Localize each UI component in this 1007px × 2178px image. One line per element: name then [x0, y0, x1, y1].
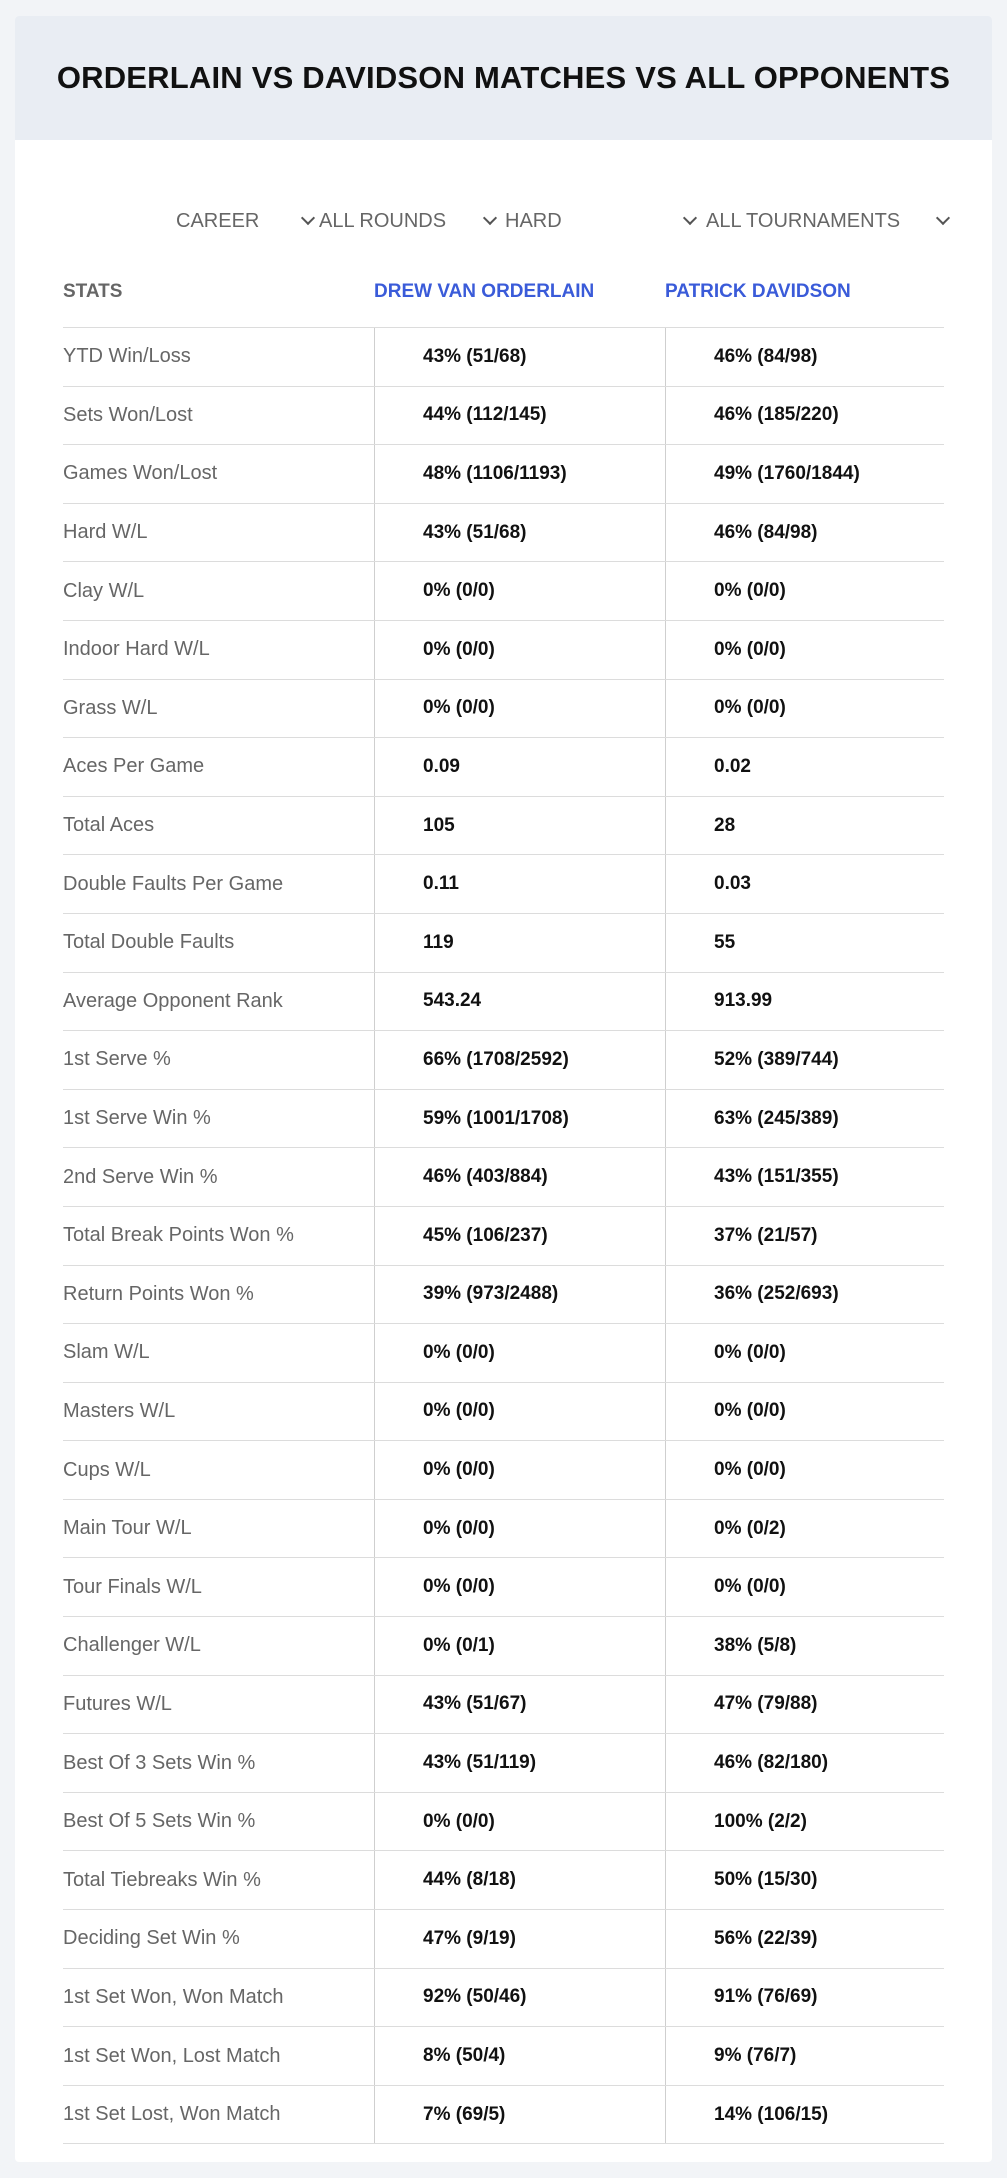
- player1-value: 0% (0/0): [374, 1500, 665, 1558]
- player2-value: 46% (82/180): [665, 1734, 944, 1792]
- table-row: [63, 1266, 944, 1325]
- player1-value: 0% (0/1): [374, 1617, 665, 1675]
- table-row: [63, 1851, 944, 1910]
- chevron-down-icon: [936, 211, 950, 225]
- player1-value: 92% (50/46): [374, 1969, 665, 2027]
- rounds-dropdown[interactable]: [319, 186, 495, 256]
- player2-value: 0% (0/0): [665, 680, 944, 738]
- stat-label: 2nd Serve Win %: [63, 1165, 218, 1188]
- stat-label: Average Opponent Rank: [63, 989, 283, 1012]
- player2-value: 0% (0/0): [665, 562, 944, 620]
- stat-label: 1st Set Won, Won Match: [63, 1985, 284, 2008]
- table-row: [63, 1031, 944, 1090]
- table-body: [63, 328, 944, 2144]
- stat-label: Tour Finals W/L: [63, 1575, 202, 1598]
- stat-label: Main Tour W/L: [63, 1517, 192, 1540]
- table-row: [63, 504, 944, 563]
- player2-value: 49% (1760/1844): [665, 445, 944, 503]
- table-row: [63, 914, 944, 973]
- table-row: [63, 445, 944, 504]
- stats-card: [15, 16, 992, 2162]
- stat-label: 1st Serve %: [63, 1048, 171, 1071]
- table-row: [63, 328, 944, 387]
- player2-value: 43% (151/355): [665, 1148, 944, 1206]
- stat-label: Best Of 3 Sets Win %: [63, 1751, 256, 1774]
- player1-value: 7% (69/5): [374, 2086, 665, 2144]
- stat-label: Cups W/L: [63, 1458, 151, 1481]
- player1-value: 39% (973/2488): [374, 1266, 665, 1324]
- player2-value: 100% (2/2): [665, 1793, 944, 1851]
- player1-link[interactable]: DREW VAN ORDERLAIN: [374, 281, 595, 302]
- player2-link[interactable]: PATRICK DAVIDSON: [665, 281, 851, 302]
- stat-label: Return Points Won %: [63, 1282, 254, 1305]
- table-row: [63, 1148, 944, 1207]
- tournaments-dropdown-label: ALL TOURNAMENTS: [706, 209, 901, 232]
- stat-label: YTD Win/Loss: [63, 345, 191, 368]
- player2-value: 9% (76/7): [665, 2027, 944, 2085]
- player1-value: 105: [374, 797, 665, 855]
- player2-value: 50% (15/30): [665, 1851, 944, 1909]
- player1-value: 0% (0/0): [374, 1441, 665, 1499]
- player2-value: 14% (106/15): [665, 2086, 944, 2144]
- table-row: [63, 1324, 944, 1383]
- filter-bar: [15, 186, 992, 256]
- table-row: [63, 1207, 944, 1266]
- player2-value: 36% (252/693): [665, 1266, 944, 1324]
- table-row: [63, 1910, 944, 1969]
- chevron-down-icon: [483, 211, 497, 225]
- tournaments-dropdown[interactable]: [706, 186, 948, 256]
- stat-label: Masters W/L: [63, 1399, 176, 1422]
- player1-value: 0% (0/0): [374, 1558, 665, 1616]
- player2-value: 0% (0/0): [665, 621, 944, 679]
- player1-value: 543.24: [374, 973, 665, 1031]
- player2-value: 47% (79/88): [665, 1676, 944, 1734]
- stat-label: Hard W/L: [63, 521, 148, 544]
- table-header: [63, 256, 944, 328]
- player2-value: 37% (21/57): [665, 1207, 944, 1265]
- player2-value: 0% (0/0): [665, 1324, 944, 1382]
- stat-label: Total Double Faults: [63, 931, 235, 954]
- table-row: [63, 1969, 944, 2028]
- table-row: [63, 2086, 944, 2145]
- player2-value: 56% (22/39): [665, 1910, 944, 1968]
- rounds-dropdown-label: ALL ROUNDS: [319, 209, 447, 232]
- stat-label: Clay W/L: [63, 579, 145, 602]
- stat-label: Sets Won/Lost: [63, 403, 193, 426]
- table-row: [63, 680, 944, 739]
- player1-value: 48% (1106/1193): [374, 445, 665, 503]
- player1-value: 47% (9/19): [374, 1910, 665, 1968]
- period-dropdown-label: CAREER: [176, 209, 260, 232]
- player2-value: 52% (389/744): [665, 1031, 944, 1089]
- player1-value: 43% (51/68): [374, 328, 665, 386]
- player2-value: 0% (0/0): [665, 1441, 944, 1499]
- table-row: [63, 1676, 944, 1735]
- chevron-down-icon: [683, 211, 697, 225]
- player2-value: 913.99: [665, 973, 944, 1031]
- stat-label: Indoor Hard W/L: [63, 638, 210, 661]
- table-row: [63, 797, 944, 856]
- stat-label: Aces Per Game: [63, 755, 205, 778]
- player2-value: 46% (84/98): [665, 504, 944, 562]
- player1-value: 66% (1708/2592): [374, 1031, 665, 1089]
- player2-value: 0% (0/2): [665, 1500, 944, 1558]
- player2-value: 38% (5/8): [665, 1617, 944, 1675]
- stat-label: Grass W/L: [63, 696, 158, 719]
- table-row: [63, 973, 944, 1032]
- player1-value: 0% (0/0): [374, 1324, 665, 1382]
- player1-value: 119: [374, 914, 665, 972]
- surface-dropdown[interactable]: [505, 186, 695, 256]
- card-header: [15, 16, 992, 140]
- stat-label: Total Aces: [63, 814, 155, 837]
- stat-label: 1st Serve Win %: [63, 1107, 211, 1130]
- surface-dropdown-label: HARD: [505, 209, 562, 232]
- table-row: [63, 1441, 944, 1500]
- stat-label: Total Tiebreaks Win %: [63, 1868, 261, 1891]
- stat-label: 1st Set Lost, Won Match: [63, 2103, 281, 2126]
- player1-value: 45% (106/237): [374, 1207, 665, 1265]
- player2-value: 55: [665, 914, 944, 972]
- player1-value: 0.09: [374, 738, 665, 796]
- player2-value: 28: [665, 797, 944, 855]
- table-row: [63, 1558, 944, 1617]
- stat-label: Games Won/Lost: [63, 462, 218, 485]
- table-row: [63, 1090, 944, 1149]
- table-row: [63, 621, 944, 680]
- player1-value: 0% (0/0): [374, 1383, 665, 1441]
- player2-value: 91% (76/69): [665, 1969, 944, 2027]
- table-row: [63, 1383, 944, 1442]
- player1-value: 43% (51/119): [374, 1734, 665, 1792]
- stat-label: Challenger W/L: [63, 1634, 201, 1657]
- stat-label: Slam W/L: [63, 1341, 150, 1364]
- player2-value: 63% (245/389): [665, 1090, 944, 1148]
- stats-table: [63, 256, 944, 2144]
- player2-value: 0% (0/0): [665, 1558, 944, 1616]
- player1-value: 46% (403/884): [374, 1148, 665, 1206]
- chevron-down-icon: [301, 211, 315, 225]
- player2-value: 46% (185/220): [665, 387, 944, 445]
- table-row: [63, 1617, 944, 1676]
- player2-value: 0% (0/0): [665, 1383, 944, 1441]
- stat-label: Deciding Set Win %: [63, 1927, 240, 1950]
- player2-value: 0.03: [665, 855, 944, 913]
- player1-value: 0% (0/0): [374, 621, 665, 679]
- page-title: ORDERLAIN VS DAVIDSON MATCHES VS ALL OPPONENTS: [56, 60, 951, 95]
- player1-value: 43% (51/68): [374, 504, 665, 562]
- player1-value: 43% (51/67): [374, 1676, 665, 1734]
- table-row: [63, 1500, 944, 1559]
- period-dropdown[interactable]: [176, 186, 313, 256]
- table-row: [63, 2027, 944, 2086]
- player1-value: 0% (0/0): [374, 562, 665, 620]
- table-row: [63, 387, 944, 446]
- stats-column-header: STATS: [63, 281, 123, 302]
- player1-value: 44% (112/145): [374, 387, 665, 445]
- stat-label: Best Of 5 Sets Win %: [63, 1810, 256, 1833]
- table-row: [63, 1793, 944, 1852]
- player1-value: 44% (8/18): [374, 1851, 665, 1909]
- stat-label: Total Break Points Won %: [63, 1224, 294, 1247]
- player1-value: 8% (50/4): [374, 2027, 665, 2085]
- player1-value: 0% (0/0): [374, 1793, 665, 1851]
- player1-value: 0% (0/0): [374, 680, 665, 738]
- table-row: [63, 855, 944, 914]
- player2-value: 0.02: [665, 738, 944, 796]
- table-row: [63, 738, 944, 797]
- stat-label: Double Faults Per Game: [63, 872, 284, 895]
- table-row: [63, 562, 944, 621]
- player1-value: 0.11: [374, 855, 665, 913]
- stat-label: 1st Set Won, Lost Match: [63, 2044, 281, 2067]
- player2-value: 46% (84/98): [665, 328, 944, 386]
- stat-label: Futures W/L: [63, 1692, 172, 1715]
- player1-value: 59% (1001/1708): [374, 1090, 665, 1148]
- table-row: [63, 1734, 944, 1793]
